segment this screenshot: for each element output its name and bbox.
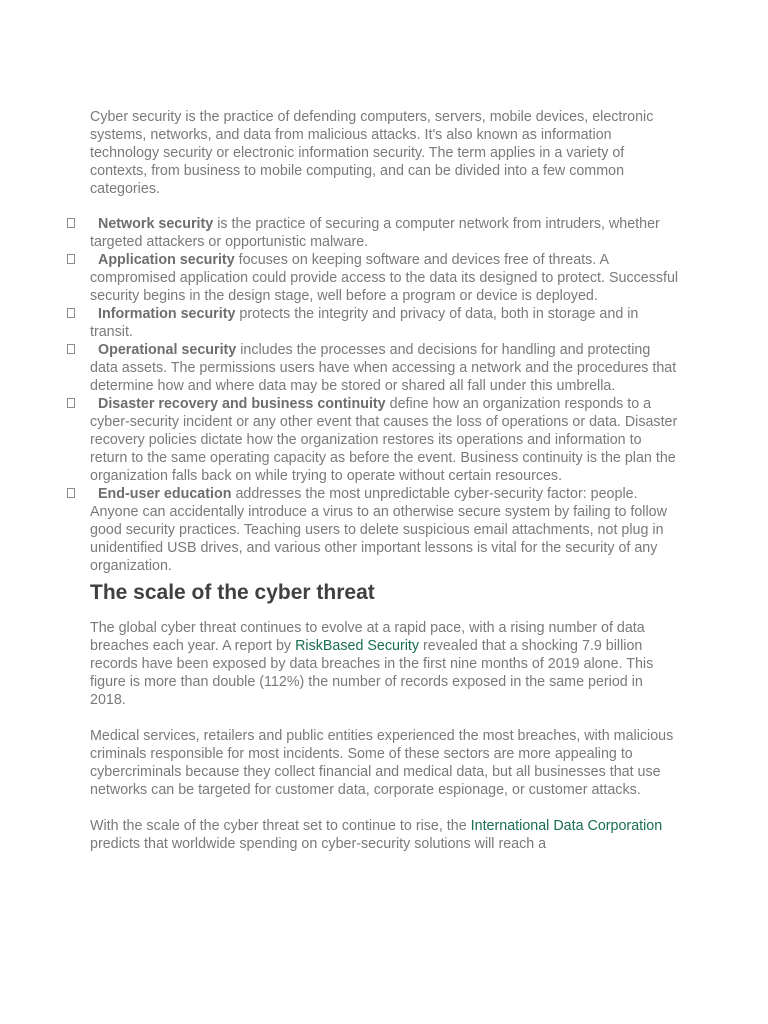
category-list [90, 215, 680, 575]
category-term: Application security [98, 252, 235, 268]
category-term: Network security [98, 216, 214, 232]
list-item [90, 215, 680, 251]
category-description: addresses the most unpredictable cyber-security factor: people. Anyone can accidentally introduce a virus to an otherwise secure system by failing to follow good security practices. Teaching users to delete suspicious email attachments, not plug in unidentified USB drives, and various other important lessons is vital for the security of any organization. [90, 486, 667, 574]
threat-paragraph-1 [90, 619, 680, 709]
riskbased-security-link[interactable]: RiskBased Security [295, 638, 420, 654]
document-page [90, 108, 680, 871]
bullet-icon [67, 218, 75, 228]
category-description: define how an organization responds to a cyber-security incident or any other event that causes the loss of operations or data. Disaster recovery policies dictate how the organization restores its operations and information to return to the same operating capacity as before the event. Business continuity is the plan the organization falls back on while trying to operate without certain resources. [90, 396, 678, 484]
list-item [90, 395, 680, 485]
category-term: Disaster recovery and business continuity [98, 396, 386, 412]
bullet-icon [67, 308, 75, 318]
category-term: Operational security [98, 342, 237, 358]
intro-paragraph: Cyber security is the practice of defending computers, servers, mobile devices, electronic systems, networks, and data from malicious attacks. It's also known as information technology security or electronic information security. The term applies in a variety of contexts, from business to mobile computing, and can be divided into a few common categories. [90, 109, 654, 197]
threat-paragraph-2: Medical services, retailers and public entities experienced the most breaches, with malicious criminals responsible for most incidents. Some of these sectors are more appealing to cybercriminals because they collect financial and medical data, but all businesses that use networks can be targeted for customer data, corporate espionage, or customer attacks. [90, 728, 674, 798]
category-description: focuses on keeping software and devices free of threats. A compromised application could provide access to the data its designed to protect. Successful security begins in the design stage, well before a program or device is deployed. [90, 252, 679, 304]
idc-link[interactable]: International Data Corporation [470, 818, 663, 834]
bullet-icon [67, 254, 75, 264]
category-description: is the practice of securing a computer network from intruders, whether targeted attackers or opportunistic malware. [90, 216, 660, 250]
list-item [90, 485, 680, 575]
paragraph-text: With the scale of the cyber threat set to continue to rise, the [90, 818, 471, 834]
threat-paragraph-3 [90, 817, 680, 853]
bullet-icon [67, 488, 75, 498]
paragraph-text: The global cyber threat continues to evolve at a rapid pace, with a rising number of data breaches each year. A report by [90, 620, 645, 654]
paragraph-text: revealed that a shocking 7.9 billion records have been exposed by data breaches in the first nine months of 2019 alone. This figure is more than double (112%) the number of records exposed in the same period in 2018. [90, 638, 654, 708]
bullet-icon [67, 398, 75, 408]
category-description: includes the processes and decisions for handling and protecting data assets. The permissions users have when accessing a network and the procedures that determine how and where data may be stored or shared all fall under this umbrella. [90, 342, 677, 394]
bullet-icon [67, 344, 75, 354]
paragraph-text: predicts that worldwide spending on cyber-security solutions will reach a [90, 836, 547, 852]
list-item [90, 251, 680, 305]
category-term: End-user education [98, 486, 232, 502]
category-term: Information security [98, 306, 236, 322]
list-item [90, 305, 680, 341]
section-heading: The scale of the cyber threat [90, 581, 375, 604]
category-description: protects the integrity and privacy of data, both in storage and in transit. [90, 306, 639, 340]
list-item [90, 341, 680, 395]
